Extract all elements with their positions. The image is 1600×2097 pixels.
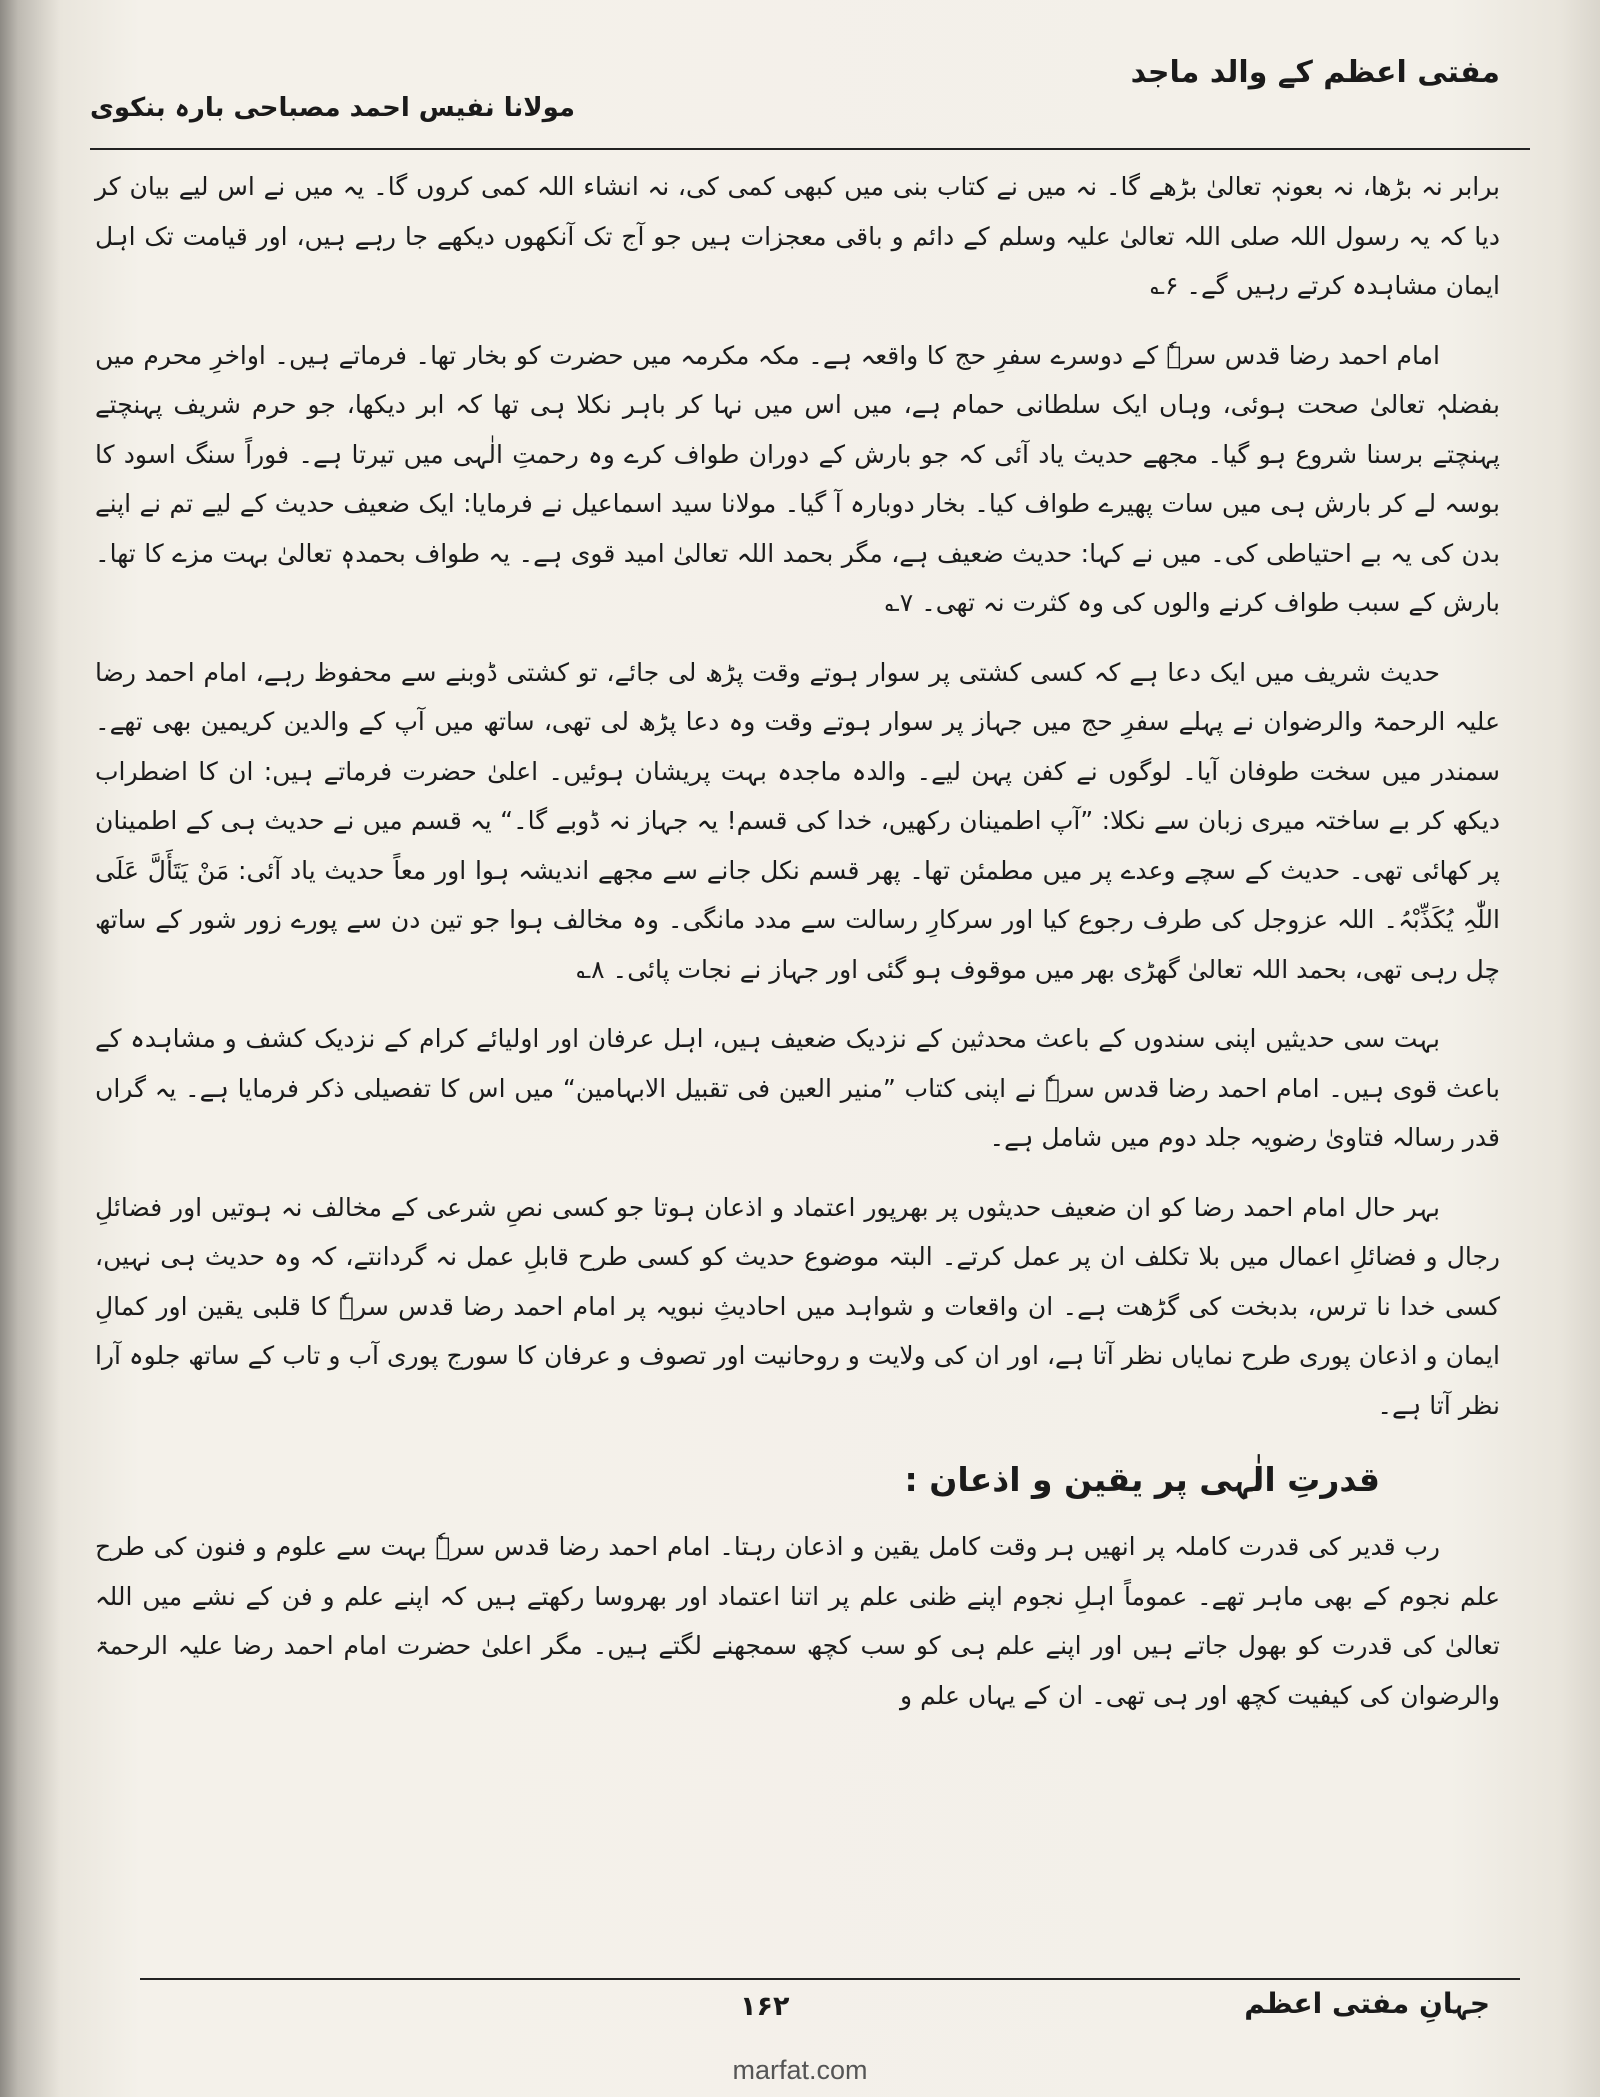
author-name: مولانا نفیس احمد مصباحی بارہ بنکوی bbox=[90, 93, 575, 123]
page-body bbox=[95, 162, 1500, 1740]
chapter-title: مفتی اعظم کے والد ماجد bbox=[1130, 55, 1500, 90]
paragraph: حدیث شریف میں ایک دعا ہے کہ کسی کشتی پر سوار ہوتے وقت پڑھ لی جائے، تو کشتی ڈوبنے سے محفوظ رہے، امام احمد رضا علیہ الرحمۃ والرضوان نے پہلے سفرِ حج میں جہاز پر سوار ہوتے وقت وہ دعا پڑھ لی تھی، ساتھ میں آپ کے والدین کریمین بھی تھے۔ سمندر میں سخت طوفان آیا۔ لوگوں نے کفن پہن لیے۔ والدہ ماجدہ بہت پریشان ہوئیں۔ اعلیٰ حضرت فرماتے ہیں: ان کا اضطراب دیکھ کر بے ساختہ میری زبان سے نکلا: ”آپ اطمینان رکھیں، خدا کی قسم! یہ جہاز نہ ڈوبے گا۔“ یہ قسم میں نے حدیث ہی کے اطمینان پر کھائی تھی۔ حدیث کے سچے وعدے پر میں مطمئن تھا۔ پھر قسم نکل جانے سے مجھے اندیشہ ہوا اور معاً حدیث یاد آئی: مَنْ یَتَأَلَّ عَلَی اللّٰہِ یُکَذِّبْہُ۔ اللہ عزوجل کی طرف رجوع کیا اور سرکارِ رسالت سے مدد مانگی۔ وہ مخالف ہوا جو تین دن سے پورے زور شور کے ساتھ چل رہی تھی، بحمد اللہ تعالیٰ گھڑی بھر میں موقوف ہو گئی اور جہاز نے نجات پائی۔ ۸؎ bbox=[95, 657, 1500, 984]
footer-rule bbox=[140, 1978, 1520, 1980]
paragraph: برابر نہ بڑھا، نہ بعونہٖ تعالیٰ بڑھے گا۔ نہ میں نے کتاب بنی میں کبھی کمی کی، نہ انشاء اللہ کمی کروں گا۔ یہ میں نے اس لیے بیان کر دیا کہ یہ رسول اللہ صلی اللہ تعالیٰ علیہ وسلم کے دائم و باقی معجزات ہیں جو آج تک آنکھوں دیکھے جا رہے ہیں، اور قیامت تک اہل ایمان مشاہدہ کرتے رہیں گے۔ ۶؎ bbox=[95, 172, 1500, 300]
book-title: جہانِ مفتی اعظم bbox=[1244, 1987, 1490, 2020]
page-number: ۱۶۲ bbox=[740, 1991, 790, 2022]
section-heading: قدرتِ الٰہی پر یقین و اذعان : bbox=[904, 1460, 1380, 1499]
paragraph: امام احمد رضا قدس سرہٗ کے دوسرے سفرِ حج کا واقعہ ہے۔ مکہ مکرمہ میں حضرت کو بخار تھا۔ فرماتے ہیں۔ اواخرِ محرم میں بفضلہٖ تعالیٰ صحت ہوئی، وہاں ایک سلطانی حمام ہے، میں اس میں نہا کر باہر نکلا ہی تھا کہ ابر دیکھا، جو حرم شریف پہنچتے پہنچتے برسنا شروع ہو گیا۔ مجھے حدیث یاد آئی کہ جو بارش کے دوران طواف کرے وہ رحمتِ الٰہی میں تیرتا ہے۔ فوراً سنگ اسود کا بوسہ لے کر بارش ہی میں سات پھیرے طواف کیا۔ بخار دوبارہ آ گیا۔ مولانا سید اسماعیل نے فرمایا: ایک ضعیف حدیث کے لیے تم نے اپنے بدن کی یہ بے احتیاطی کی۔ میں نے کہا: حدیث ضعیف ہے، مگر بحمد اللہ تعالیٰ امید قوی ہے۔ یہ طواف بحمدہٖ تعالیٰ بہت مزے کا تھا۔ بارش کے سبب طواف کرنے والوں کی وہ کثرت نہ تھی۔ ۷؎ bbox=[95, 340, 1500, 617]
header-rule bbox=[90, 148, 1530, 150]
paragraph: بہت سی حدیثیں اپنی سندوں کے باعث محدثین کے نزدیک ضعیف ہیں، اہل عرفان اور اولیائے کرام کے نزدیک کشف و مشاہدہ کے باعث قوی ہیں۔ امام احمد رضا قدس سرہٗ نے اپنی کتاب ”منیر العین فی تقبیل الابہامین“ میں اس کا تفصیلی ذکر فرمایا ہے۔ یہ گراں قدر رسالہ فتاویٰ رضویہ جلد دوم میں شامل ہے۔ bbox=[95, 1024, 1500, 1152]
running-footer bbox=[100, 1985, 1530, 2045]
paragraph: بہر حال امام احمد رضا کو ان ضعیف حدیثوں پر بھرپور اعتماد و اذعان ہوتا جو کسی نصِ شرعی کے مخالف نہ ہوتیں اور فضائلِ رجال و فضائلِ اعمال میں بلا تکلف ان پر عمل کرتے۔ البتہ موضوع حدیث کو کسی طرح قابلِ عمل نہ گردانتے، کہ وہ حدیث ہی نہیں، کسی خدا نا ترس، بدبخت کی گڑھت ہے۔ ان واقعات و شواہد میں احادیثِ نبویہ پر امام احمد رضا قدس سرہٗ کا قلبی یقین اور کمالِ ایمان و اذعان پوری طرح نمایاں نظر آتا ہے، اور ان کی ولایت و روحانیت اور تصوف و عرفان کا سورج پوری آب و تاب کے ساتھ جلوہ آرا نظر آتا ہے۔ bbox=[95, 1192, 1500, 1420]
running-header bbox=[60, 55, 1540, 145]
paragraph: رب قدیر کی قدرت کاملہ پر انھیں ہر وقت کامل یقین و اذعان رہتا۔ امام احمد رضا قدس سرہٗ بہت سے علوم و فنون کی طرح علم نجوم کے بھی ماہر تھے۔ عموماً اہلِ نجوم اپنے ظنی علم پر اتنا اعتماد اور بھروسا رکھتے ہیں کہ اپنے علم و فن کے نشے میں اللہ تعالیٰ کی قدرت کو بھول جاتے ہیں اور اپنے علم ہی کو سب کچھ سمجھنے لگتے ہیں۔ مگر اعلیٰ حضرت امام احمد رضا علیہ الرحمۃ والرضوان کی کیفیت کچھ اور ہی تھی۔ ان کے یہاں علم و bbox=[95, 1532, 1500, 1710]
watermark: marfat.com bbox=[732, 2055, 868, 2085]
